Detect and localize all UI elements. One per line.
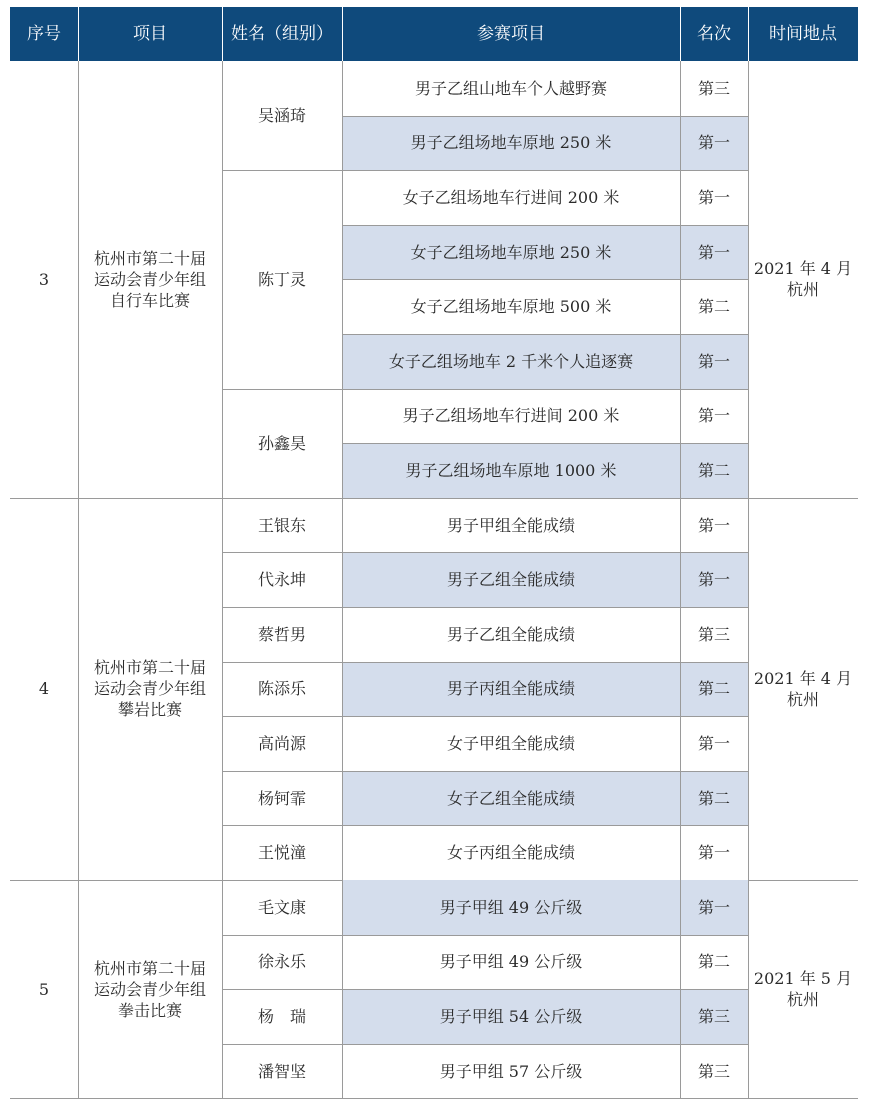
- name-divider: [222, 1044, 342, 1045]
- athlete-name-cell: 孙鑫昊: [257, 433, 306, 453]
- name-divider: [222, 662, 342, 663]
- column-divider: [748, 880, 749, 1098]
- header-divider: [748, 7, 749, 61]
- row-divider: [342, 116, 748, 117]
- row-divider: [342, 443, 748, 444]
- group-time-place-cell: 2021 年 4 月 杭州: [753, 259, 853, 300]
- column-divider: [222, 498, 223, 880]
- athlete-name-cell: 代永坤: [257, 570, 306, 590]
- header-name: 姓名（组别）: [222, 7, 342, 61]
- rank-cell: 第一: [680, 880, 748, 935]
- rank-cell: 第一: [680, 225, 748, 280]
- event-cell: 男子甲组 57 公斤级: [439, 1061, 583, 1081]
- column-divider: [748, 498, 749, 880]
- group-time-place-cell: 2021 年 5 月 杭州: [753, 969, 853, 1010]
- event-cell: 男子乙组场地车原地 250 米: [342, 116, 680, 171]
- name-divider: [222, 825, 342, 826]
- header-rank: 名次: [680, 7, 748, 61]
- rank-cell: 第一: [697, 733, 730, 753]
- header-event: 参赛项目: [342, 7, 680, 61]
- rank-cell: 第二: [697, 952, 730, 972]
- header-project: 项目: [78, 7, 222, 61]
- event-cell: 男子乙组场地车原地 1000 米: [342, 443, 680, 498]
- rank-cell: 第一: [697, 406, 730, 426]
- athlete-name-cell: 蔡哲男: [257, 624, 306, 644]
- header-divider: [342, 7, 343, 61]
- athlete-name-cell: 王悦潼: [257, 843, 306, 863]
- rank-cell: 第二: [680, 662, 748, 717]
- event-cell: 女子乙组场地车原地 250 米: [342, 225, 680, 280]
- column-divider: [222, 880, 223, 1098]
- rank-cell: 第一: [680, 334, 748, 389]
- athlete-name-cell: 陈添乐: [257, 679, 306, 699]
- column-divider: [748, 61, 749, 498]
- column-divider: [78, 498, 79, 880]
- rank-cell: 第三: [697, 1061, 730, 1081]
- event-cell: 女子甲组全能成绩: [446, 733, 575, 753]
- group-time-place-cell: 2021 年 4 月 杭州: [753, 668, 853, 709]
- name-divider: [222, 552, 342, 553]
- name-divider: [222, 771, 342, 772]
- rank-cell: 第一: [680, 552, 748, 607]
- row-divider: [342, 552, 748, 553]
- athlete-name-cell: 吴涵琦: [257, 106, 306, 126]
- event-cell: 女子乙组场地车 2 千米个人追逐赛: [342, 334, 680, 389]
- group-index-cell: 5: [38, 979, 50, 999]
- athlete-name-cell: 杨 瑞: [257, 1006, 306, 1026]
- group-project-cell: 杭州市第二十届 运动会青少年组 攀岩比赛: [93, 658, 206, 720]
- event-cell: 男子甲组 49 公斤级: [342, 880, 680, 935]
- event-cell: 女子乙组全能成绩: [342, 771, 680, 826]
- column-divider: [222, 61, 223, 498]
- athlete-name-cell: 杨钶霏: [257, 788, 306, 808]
- row-divider: [342, 279, 748, 280]
- rank-cell: 第一: [697, 515, 730, 535]
- event-cell: 男子乙组山地车个人越野赛: [414, 78, 607, 98]
- rank-cell: 第二: [680, 771, 748, 826]
- column-divider: [78, 61, 79, 498]
- header-divider: [680, 7, 681, 61]
- header-time-place: 时间地点: [748, 7, 858, 61]
- row-divider: [342, 1044, 748, 1045]
- row-divider: [342, 607, 748, 608]
- column-divider: [342, 61, 343, 498]
- athlete-name-cell: 王银东: [257, 515, 306, 535]
- event-cell: 男子乙组全能成绩: [446, 624, 575, 644]
- rank-cell: 第一: [697, 187, 730, 207]
- name-divider: [222, 389, 342, 390]
- event-cell: 男子甲组全能成绩: [446, 515, 575, 535]
- column-divider: [680, 61, 681, 498]
- rank-cell: 第二: [697, 297, 730, 317]
- column-divider: [342, 498, 343, 880]
- rank-cell: 第三: [697, 624, 730, 644]
- name-divider: [222, 170, 342, 171]
- name-divider: [222, 716, 342, 717]
- name-divider: [222, 935, 342, 936]
- group-project-cell: 杭州市第二十届 运动会青少年组 拳击比赛: [93, 958, 206, 1020]
- column-divider: [680, 880, 681, 1098]
- athlete-name-cell: 高尚源: [257, 733, 306, 753]
- event-cell: 女子乙组场地车原地 500 米: [410, 297, 612, 317]
- group-divider: [10, 1098, 858, 1099]
- row-divider: [342, 170, 748, 171]
- group-project-cell: 杭州市第二十届 运动会青少年组 自行车比赛: [93, 248, 206, 310]
- name-divider: [222, 607, 342, 608]
- event-cell: 男子乙组全能成绩: [342, 552, 680, 607]
- column-divider: [78, 880, 79, 1098]
- row-divider: [342, 935, 748, 936]
- rank-cell: 第三: [680, 989, 748, 1044]
- group-index-cell: 4: [38, 679, 50, 699]
- rank-cell: 第一: [697, 843, 730, 863]
- header-divider: [222, 7, 223, 61]
- athlete-name-cell: 陈丁灵: [257, 269, 306, 289]
- header-index: 序号: [10, 7, 78, 61]
- athlete-name-cell: 毛文康: [257, 897, 306, 917]
- row-divider: [342, 716, 748, 717]
- event-cell: 男子甲组 49 公斤级: [439, 952, 583, 972]
- row-divider: [342, 334, 748, 335]
- row-divider: [342, 771, 748, 772]
- rank-cell: 第一: [680, 116, 748, 171]
- athlete-name-cell: 徐永乐: [257, 952, 306, 972]
- header-divider: [78, 7, 79, 61]
- athlete-name-cell: 潘智坚: [257, 1061, 306, 1081]
- row-divider: [342, 225, 748, 226]
- column-divider: [342, 880, 343, 1098]
- row-divider: [342, 989, 748, 990]
- event-cell: 女子乙组场地车行进间 200 米: [402, 187, 620, 207]
- event-cell: 男子乙组场地车行进间 200 米: [402, 406, 620, 426]
- event-cell: 男子丙组全能成绩: [342, 662, 680, 717]
- event-cell: 女子丙组全能成绩: [446, 843, 575, 863]
- group-index-cell: 3: [38, 269, 50, 289]
- row-divider: [342, 389, 748, 390]
- rank-cell: 第二: [680, 443, 748, 498]
- event-cell: 男子甲组 54 公斤级: [342, 989, 680, 1044]
- name-divider: [222, 989, 342, 990]
- row-divider: [342, 662, 748, 663]
- rank-cell: 第三: [697, 78, 730, 98]
- row-divider: [342, 825, 748, 826]
- column-divider: [680, 498, 681, 880]
